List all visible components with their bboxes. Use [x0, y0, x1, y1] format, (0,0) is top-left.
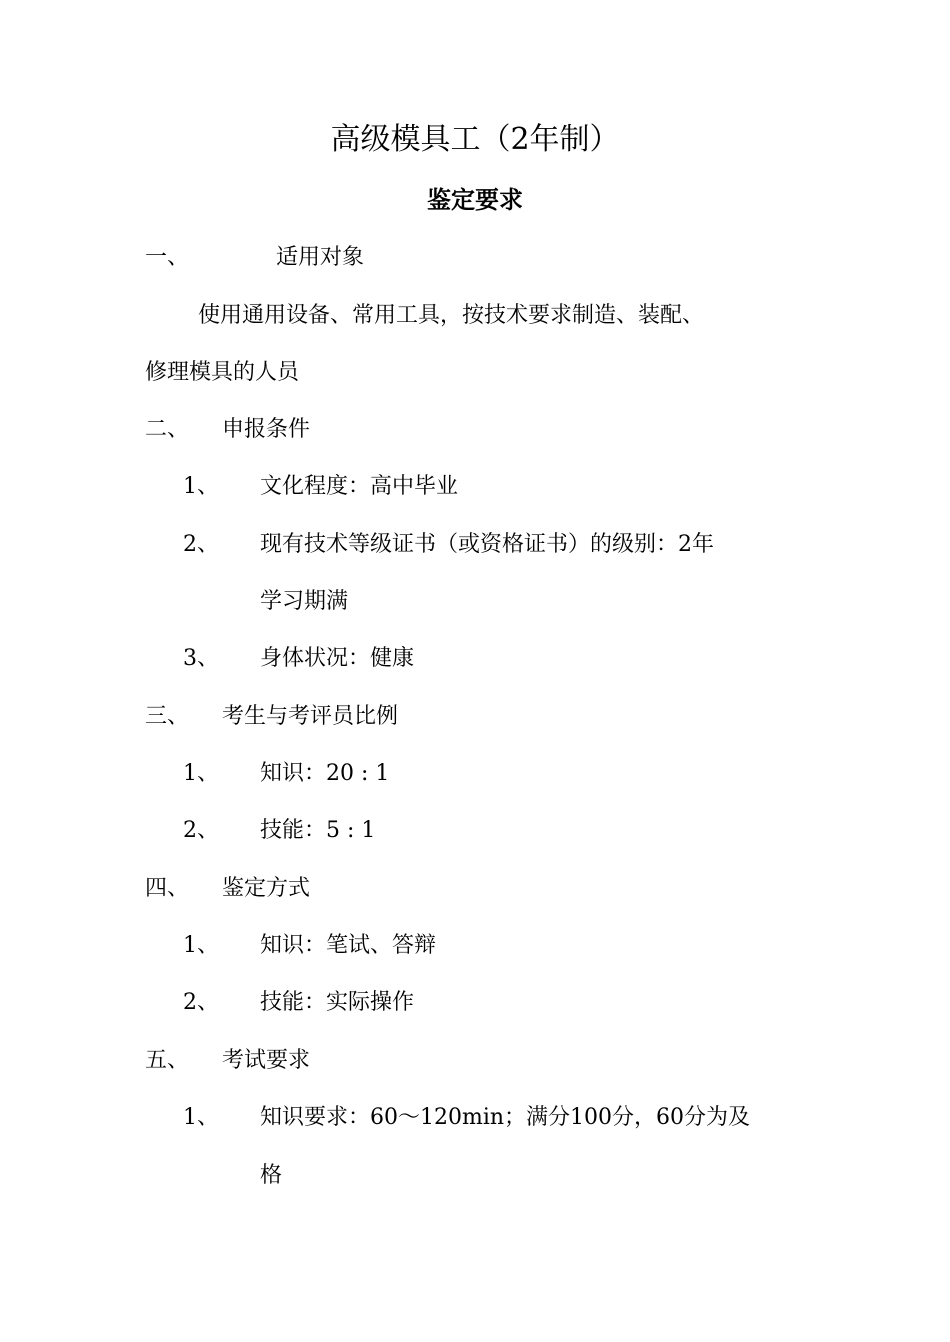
item-text: 现有技术等级证书（或资格证书）的级别：2年	[260, 532, 714, 557]
section-heading: 考试要求	[222, 1048, 311, 1073]
section-heading: 考生与考评员比例	[222, 704, 399, 729]
item-text: 知识：20 : 1	[260, 761, 390, 786]
item-text-continuation: 学习期满	[260, 589, 349, 614]
section-heading: 申报条件	[222, 417, 311, 442]
item-text: 身体状况：健康	[260, 646, 415, 671]
item-text: 文化程度：高中毕业	[260, 474, 459, 499]
item-number: 1、	[183, 933, 219, 958]
section-number: 五、	[145, 1048, 190, 1073]
item-text-continuation: 格	[260, 1163, 283, 1188]
section-paragraph-line: 修理模具的人员	[145, 360, 300, 385]
section-paragraph-line: 使用通用设备、常用工具，按技术要求制造、装配、	[198, 303, 705, 328]
item-text: 知识：笔试、答辩	[260, 933, 437, 958]
item-text: 技能：实际操作	[260, 990, 415, 1015]
item-number: 2、	[183, 532, 219, 557]
item-number: 3、	[183, 646, 219, 671]
section-heading: 适用对象	[276, 245, 365, 270]
section-heading: 鉴定方式	[222, 876, 311, 901]
item-number: 2、	[183, 818, 219, 843]
document-title: 高级模具工（2年制）	[330, 122, 620, 157]
section-number: 一、	[145, 245, 190, 270]
item-text: 技能：5 : 1	[260, 818, 376, 843]
item-number: 2、	[183, 990, 219, 1015]
document-subtitle: 鉴定要求	[427, 185, 523, 214]
section-number: 二、	[145, 417, 190, 442]
section-number: 三、	[145, 704, 190, 729]
item-number: 1、	[183, 1105, 219, 1130]
item-text: 知识要求：60～120min；满分100分，60分为及	[260, 1105, 751, 1130]
item-number: 1、	[183, 474, 219, 499]
section-number: 四、	[145, 876, 190, 901]
item-number: 1、	[183, 761, 219, 786]
